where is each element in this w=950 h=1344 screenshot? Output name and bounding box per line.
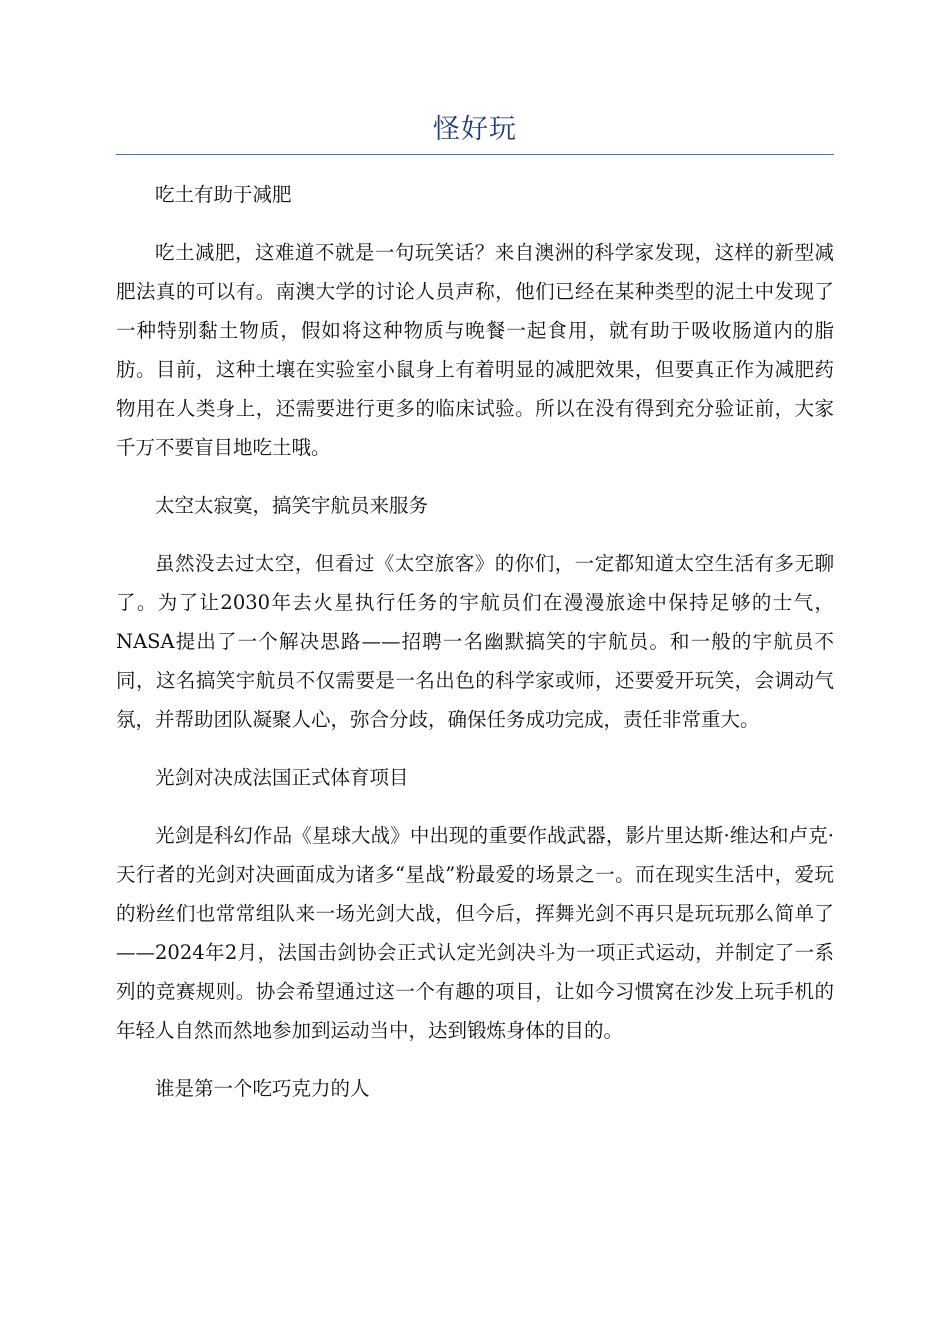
section-heading-lightsaber: 光剑对决成法国正式体育项目	[155, 766, 409, 789]
section-heading-funny-astronaut: 太空太寂寞，搞笑宇航员来服务	[155, 494, 429, 517]
paragraph-lightsaber: 光剑是科幻作品《星球大战》中出现的重要作战武器，影片里达斯·维达和卢克·天行者的光剑对决画面成为诸多“星战”粉最爱的场景之一。而在现实生活中，爱玩的粉丝们也常常组队来一场光剑大战，但今后，挥舞光剑不再只是玩玩那么简单了——2024年2月，法国击剑协会正式认定光剑决斗为一项正式运动，并制定了一系列的竞赛规则。协会希望通过这一个有趣的项目，让如今习惯窝在沙发上玩手机的年轻人自然而然地参加到运动当中，达到锻炼身体的目的。	[116, 824, 834, 1042]
title-underline	[116, 154, 834, 155]
paragraph-eating-soil: 吃土减肥，这难道不就是一句玩笑话？来自澳洲的科学家发现，这样的新型减肥法真的可以有。南澳大学的讨论人员声称，他们已经在某种类型的泥土中发现了一种特别黏土物质，假如将这种物质与晚餐一起食用，就有助于吸收肠道内的脂肪。目前，这种土壤在实验室小鼠身上有着明显的减肥效果，但要真正作为减肥药物用在人类身上，还需要进行更多的临床试验。所以在没有得到充分验证前，大家千万不要盲目地吃土哦。	[116, 241, 834, 459]
document-title: 怪好玩	[433, 114, 517, 145]
section-heading-eating-soil: 吃土有助于减肥	[155, 183, 292, 206]
document-body	[116, 175, 834, 1127]
paragraph-funny-astronaut: 虽然没去过太空，但看过《太空旅客》的你们，一定都知道太空生活有多无聊了。为了让2030年去火星执行任务的宇航员们在漫漫旅途中保持足够的士气，NASA提出了一个解决思路——招聘一名幽默搞笑的宇航员。和一般的宇航员不同，这名搞笑宇航员不仅需要是一名出色的科学家或师，还要爱开玩笑，会调动气氛，并帮助团队凝聚人心，弥合分歧，确保任务成功完成，责任非常重大。	[116, 552, 834, 731]
section-heading-chocolate: 谁是第一个吃巧克力的人	[155, 1077, 370, 1100]
